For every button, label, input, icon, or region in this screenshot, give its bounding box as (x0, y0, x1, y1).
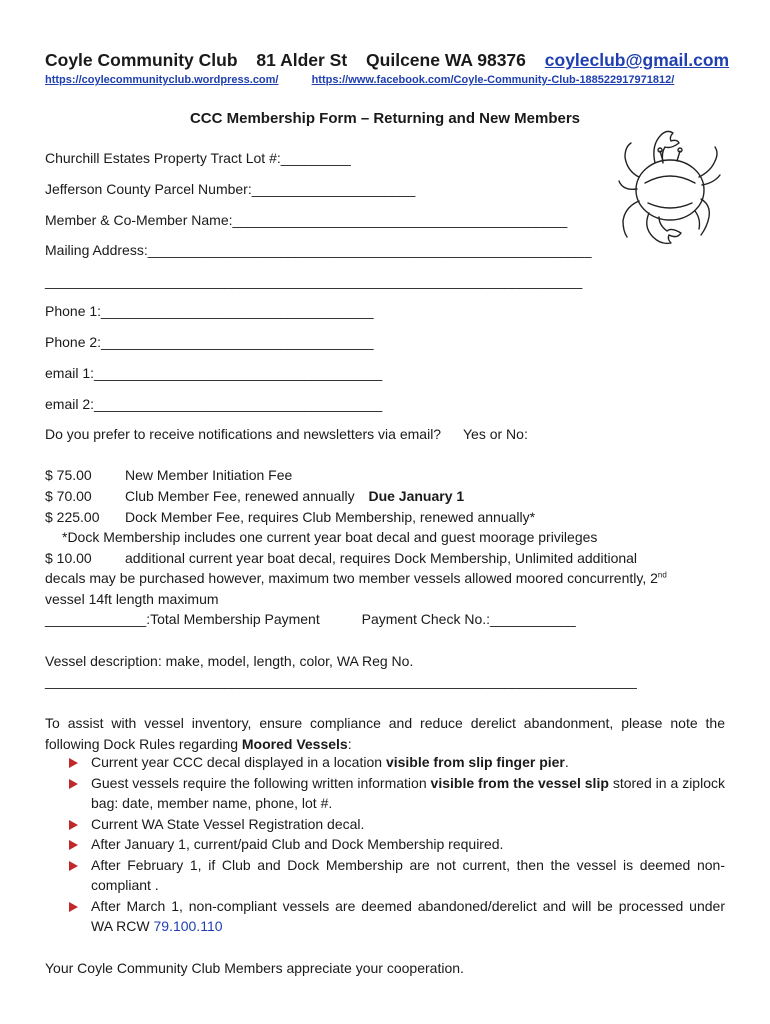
rule-text: Guest vessels require the following written information (91, 774, 431, 791)
rule-text: After March 1, non-compliant vessels are deemed abandoned/derelict and will be processed under WA RCW (91, 897, 725, 934)
list-item (45, 896, 725, 937)
rule-text: Current year CCC decal displayed in a location (91, 754, 386, 770)
arrow-bullet-icon (69, 758, 78, 768)
field-phone-1[interactable]: Phone 1:___________________________________ (45, 303, 374, 319)
arrow-bullet-icon (69, 861, 78, 871)
crab-illustration (615, 115, 725, 250)
field-email-1[interactable]: email 1:_____________________________________ (45, 365, 383, 381)
email-preference-answer[interactable]: Yes or No: (462, 426, 528, 442)
decal-note-text: decals may be purchased however, maximum two member vessels allowed moored concurrently, 2 (45, 570, 658, 586)
field-mailing-address-line2[interactable]: _____________________________________________________________________ (45, 273, 583, 289)
rule-text: After January 1, current/paid Club and Dock Membership required. (91, 836, 504, 852)
club-header (45, 50, 729, 71)
fee-amount: $ 75.00 (45, 467, 92, 483)
fee-amount: $ 70.00 (45, 488, 92, 504)
arrow-bullet-icon (69, 820, 78, 830)
check-number-field[interactable]: Payment Check No.:___________ (361, 611, 576, 627)
fee-amount: $ 225.00 (45, 509, 100, 525)
list-item (45, 773, 725, 814)
arrow-bullet-icon (69, 840, 78, 850)
rule-bold: visible from the vessel slip (430, 774, 609, 791)
list-item (45, 834, 725, 855)
decal-note-sup: nd (657, 570, 667, 580)
form-title: CCC Membership Form – Returning and New Members (189, 110, 581, 127)
facebook-link[interactable]: https://www.facebook.com/Coyle-Community-Club-188522917971812/ (311, 74, 675, 86)
fee-row-dock (45, 509, 535, 525)
fee-row-initiation (45, 467, 292, 483)
rcw-link[interactable]: 79.100.110 (153, 918, 223, 934)
vessel-description-label: Vessel description: make, model, length, color, WA Reg No. (45, 653, 414, 669)
email-preference (45, 426, 528, 442)
fee-row-decal (45, 550, 637, 566)
fee-description: New Member Initiation Fee (125, 467, 293, 483)
rule-text-end: stored in a ziplock bag: date, member name, phone, lot #. (91, 774, 725, 811)
club-street: 81 Alder St (256, 50, 348, 70)
rule-bold: visible from slip finger pier (385, 754, 565, 770)
fee-description: Dock Member Fee, requires Club Membership, renewed annually* (125, 509, 536, 525)
fee-description: additional current year boat decal, requires Dock Membership, Unlimited additional (125, 550, 638, 566)
website-link[interactable]: https://coylecommunityclub.wordpress.com/ (45, 74, 279, 86)
club-city: Quilcene WA 98376 (366, 50, 526, 70)
field-email-2[interactable]: email 2:_____________________________________ (45, 396, 383, 412)
rule-text: After February 1, if Club and Dock Membership are not current, then the vessel is deemed non-compliant . (91, 856, 725, 893)
list-item (45, 855, 725, 896)
list-item (45, 814, 725, 835)
email-preference-question: Do you prefer to receive notifications and newsletters via email? (45, 426, 442, 442)
dock-rules-intro (45, 713, 725, 754)
decal-note-line3: vessel 14ft length maximum (45, 591, 219, 607)
dock-membership-note: *Dock Membership includes one current year boat decal and guest moorage privileges (62, 529, 598, 545)
field-member-name[interactable]: Member & Co-Member Name:___________________________________________ (45, 212, 568, 228)
vessel-description-field[interactable]: ____________________________________________________________________________ (45, 673, 637, 689)
arrow-bullet-icon (69, 779, 78, 789)
dock-rules-intro-text: To assist with vessel inventory, ensure compliance and reduce derelict abandonment, please note the following Dock Rules regarding (45, 715, 725, 752)
closing-note: Your Coyle Community Club Members appreciate your cooperation. (45, 960, 464, 976)
dock-rules-intro-end: : (347, 735, 352, 752)
fee-due-date: Due January 1 (368, 488, 465, 504)
field-mailing-address[interactable]: Mailing Address:_________________________________________________________ (45, 242, 592, 258)
club-links (45, 74, 674, 86)
rule-text-end: . (564, 754, 569, 770)
fee-row-club (45, 488, 464, 504)
club-name: Coyle Community Club (45, 50, 238, 70)
fee-description: Club Member Fee, renewed annually (125, 488, 355, 504)
rule-text: Current WA State Vessel Registration decal. (91, 815, 365, 832)
decal-note-line2 (45, 570, 667, 586)
field-parcel[interactable]: Jefferson County Parcel Number:_____________________ (45, 181, 416, 197)
fee-amount: $ 10.00 (45, 550, 92, 566)
list-item (45, 752, 725, 773)
total-payment-row (45, 611, 576, 627)
arrow-bullet-icon (69, 902, 78, 912)
field-lot[interactable]: Churchill Estates Property Tract Lot #:_________ (45, 150, 351, 166)
field-phone-2[interactable]: Phone 2:___________________________________ (45, 334, 374, 350)
dock-rules-intro-bold: Moored Vessels (241, 735, 348, 752)
dock-rules-list (45, 752, 725, 937)
club-email-link[interactable]: coyleclub@gmail.com (544, 50, 730, 70)
total-payment-field[interactable]: _____________:Total Membership Payment (45, 611, 320, 627)
